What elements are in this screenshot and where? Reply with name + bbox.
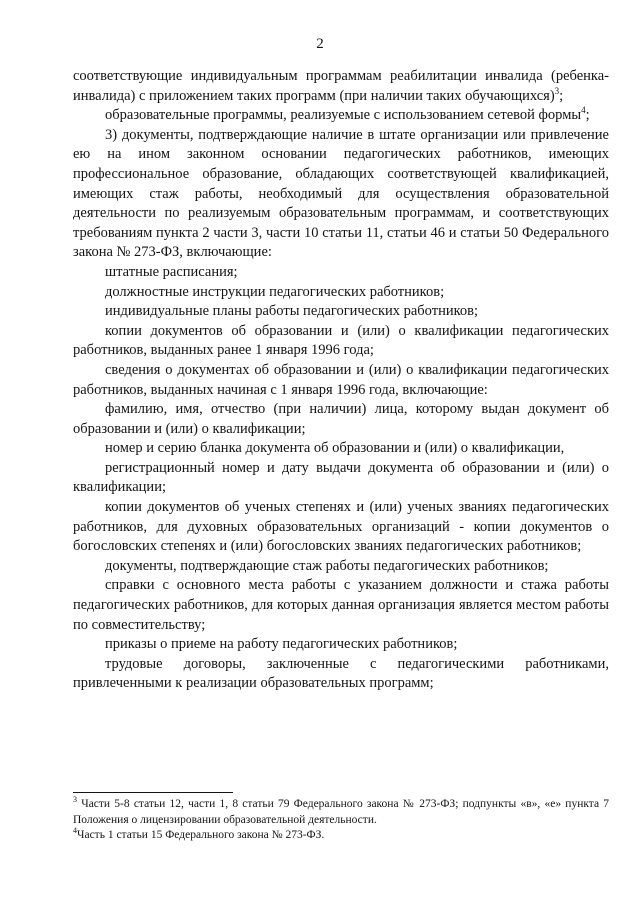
paragraph-continuation — [73, 67, 609, 106]
page-number: 2 — [316, 36, 324, 52]
footnote-mark: 4 — [73, 826, 77, 836]
paragraph-punctuation: ; — [585, 107, 590, 124]
footnote-3 — [73, 797, 609, 828]
item-3-documents: 3) документы, подтверждающие наличие в штате организации или привлечение ею на ином законном основании педагогических работников, имеющих профессиональное образование, обладающих соответствующей квалификацией, имеющих стаж работы, необходимый для осуществления образовательной деятельности по реализуемым образовательным программам, и соответствующих требованиям пункта 2 части 3, части 10 статьи 11, статьи 46 и статьи 50 Федерального закона № 273-ФЗ, включающие: — [73, 126, 609, 261]
sub-list-item: номер и серию бланка документа об образовании и (или) о квалификации, — [105, 440, 565, 457]
footnote-reference: 3 — [554, 85, 560, 96]
footnote-mark: 3 — [73, 795, 77, 805]
footnote-reference: 4 — [581, 105, 586, 116]
list-item: копии документов об ученых степенях и (или) ученых званиях педагогических работников, для духовных образовательных организаций - копии документов о богословских степенях и (или) богословских званиях педагогических работников; — [73, 499, 609, 555]
paragraph-text: соответствующие индивидуальным программам реабилитации инвалида (ребенка-инвалида) с приложением таких программ (при наличии таких обучающихся) — [73, 68, 609, 104]
list-item: штатные расписания; — [105, 263, 238, 280]
footnote-divider — [73, 792, 233, 793]
paragraph-text: образовательные программы, реализуемые с использованием сетевой формы — [105, 107, 582, 124]
list-item: трудовые договоры, заключенные с педагогическими работниками, привлеченными к реализации образовательных программ; — [73, 655, 609, 692]
list-item-network-programs — [73, 106, 609, 126]
footnotes — [73, 797, 609, 844]
list-item: индивидуальные планы работы педагогических работников; — [105, 303, 479, 320]
sub-list-item: регистрационный номер и дату выдачи документа об образовании и (или) о квалификации; — [73, 459, 609, 496]
footnote-text: Части 5-8 статьи 12, части 1, 8 статьи 79 Федерального закона № 273-ФЗ; подпункты «в», «е» пункта 7 Положения о лицензировании образовательной деятельности. — [73, 798, 610, 826]
list-item: справки с основного места работы с указанием должности и стажа работы педагогических работников, для которых данная организация является местом работы по совместительству; — [73, 577, 609, 633]
list-item: копии документов об образовании и (или) о квалификации педагогических работников, выданных ранее 1 января 1996 года; — [73, 322, 609, 359]
paragraph-punctuation: ; — [559, 87, 564, 104]
list-item: приказы о приеме на работу педагогических работников; — [105, 636, 458, 653]
footnote-4 — [73, 828, 609, 844]
list-item: документы, подтверждающие стаж работы педагогических работников; — [105, 557, 549, 574]
document-body — [73, 67, 609, 694]
list-item: сведения о документах об образовании и (или) о квалификации педагогических работников, выданных начиная с 1 января 1996 года, включающие: — [73, 361, 609, 398]
sub-list-item: фамилию, имя, отчество (при наличии) лица, которому выдан документ об образовании и (или) о квалификации; — [73, 401, 609, 437]
list-item: должностные инструкции педагогических работников; — [105, 283, 445, 300]
footnote-text: Часть 1 статьи 15 Федерального закона № 273-ФЗ. — [77, 829, 325, 841]
